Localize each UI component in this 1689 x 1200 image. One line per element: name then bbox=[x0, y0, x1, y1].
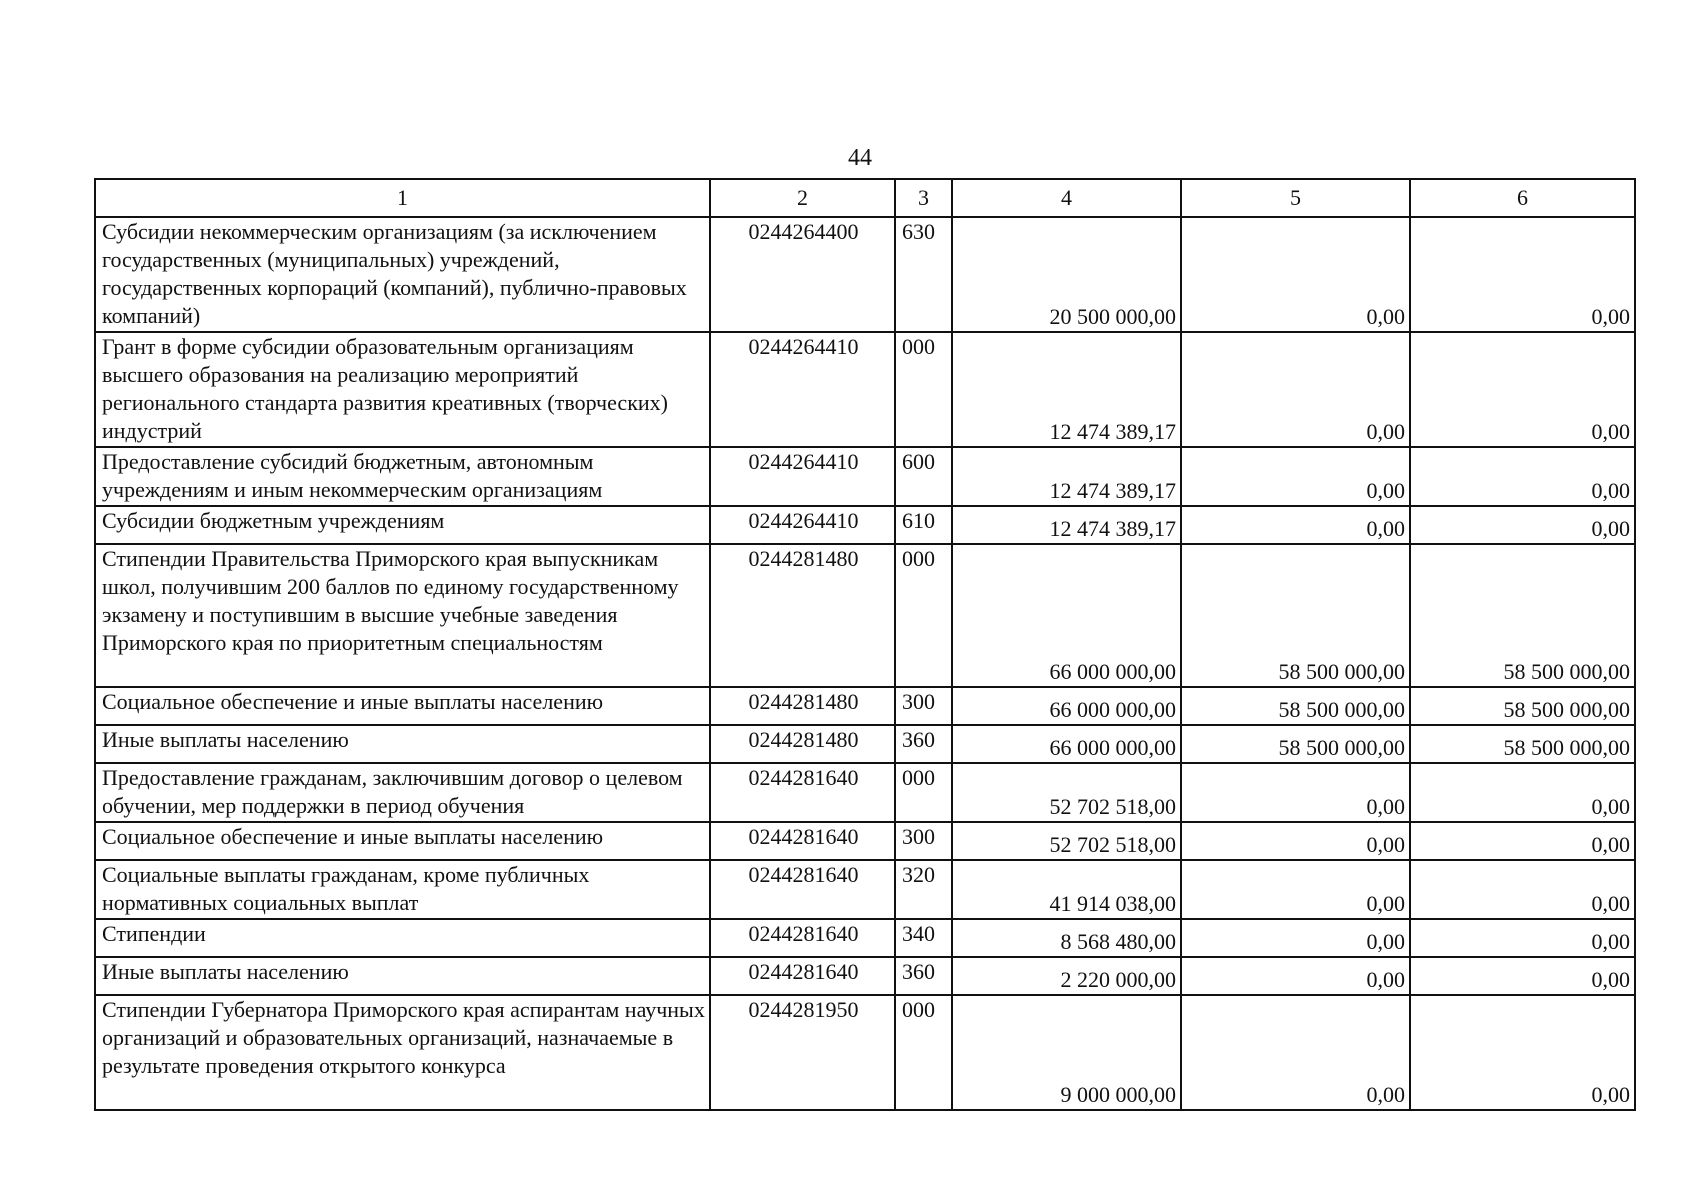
amount-col-5: 58 500 000,00 bbox=[1181, 544, 1410, 687]
amount-col-4: 2 220 000,00 bbox=[952, 957, 1181, 995]
target-article-code: 0244281640 bbox=[710, 957, 895, 995]
table-row bbox=[95, 763, 1635, 822]
target-article-code: 0244281640 bbox=[710, 860, 895, 919]
amount-col-5: 58 500 000,00 bbox=[1181, 687, 1410, 725]
column-header: 4 bbox=[952, 179, 1181, 217]
row-name: Грант в форме субсидии образовательным организациям высшего образования на реализацию мероприятий регионального стандарта развития креативных (творческих) индустрий bbox=[95, 332, 710, 447]
amount-col-6: 0,00 bbox=[1410, 447, 1635, 506]
expense-type-code: 000 bbox=[895, 544, 952, 687]
amount-col-5: 0,00 bbox=[1181, 995, 1410, 1110]
amount-col-5: 0,00 bbox=[1181, 957, 1410, 995]
table-row bbox=[95, 544, 1635, 687]
expense-type-code: 360 bbox=[895, 957, 952, 995]
amount-col-6: 0,00 bbox=[1410, 506, 1635, 544]
row-name: Стипендии bbox=[95, 919, 710, 957]
amount-col-4: 52 702 518,00 bbox=[952, 763, 1181, 822]
amount-col-6: 0,00 bbox=[1410, 763, 1635, 822]
amount-col-4: 12 474 389,17 bbox=[952, 506, 1181, 544]
amount-col-6: 58 500 000,00 bbox=[1410, 725, 1635, 763]
target-article-code: 0244264400 bbox=[710, 217, 895, 332]
column-header: 2 bbox=[710, 179, 895, 217]
target-article-code: 0244281640 bbox=[710, 822, 895, 860]
amount-col-4: 41 914 038,00 bbox=[952, 860, 1181, 919]
column-header: 3 bbox=[895, 179, 952, 217]
row-name: Стипендии Губернатора Приморского края аспирантам научных организаций и образовательных организаций, назначаемые в результате проведения открытого конкурса bbox=[95, 995, 710, 1110]
expense-type-code: 000 bbox=[895, 332, 952, 447]
amount-col-5: 0,00 bbox=[1181, 860, 1410, 919]
budget-table bbox=[94, 178, 1636, 1111]
target-article-code: 0244281480 bbox=[710, 687, 895, 725]
amount-col-6: 0,00 bbox=[1410, 860, 1635, 919]
target-article-code: 0244281640 bbox=[710, 763, 895, 822]
row-name: Иные выплаты населению bbox=[95, 725, 710, 763]
expense-type-code: 000 bbox=[895, 763, 952, 822]
expense-type-code: 300 bbox=[895, 822, 952, 860]
table-row bbox=[95, 506, 1635, 544]
amount-col-6: 0,00 bbox=[1410, 332, 1635, 447]
amount-col-4: 9 000 000,00 bbox=[952, 995, 1181, 1110]
amount-col-6: 58 500 000,00 bbox=[1410, 687, 1635, 725]
amount-col-6: 0,00 bbox=[1410, 957, 1635, 995]
target-article-code: 0244264410 bbox=[710, 332, 895, 447]
row-name: Предоставление гражданам, заключившим договор о целевом обучении, мер поддержки в период обучения bbox=[95, 763, 710, 822]
table-row bbox=[95, 860, 1635, 919]
amount-col-6: 0,00 bbox=[1410, 217, 1635, 332]
target-article-code: 0244264410 bbox=[710, 506, 895, 544]
table-row bbox=[95, 725, 1635, 763]
table-row bbox=[95, 995, 1635, 1110]
amount-col-6: 0,00 bbox=[1410, 995, 1635, 1110]
amount-col-5: 0,00 bbox=[1181, 919, 1410, 957]
amount-col-5: 0,00 bbox=[1181, 332, 1410, 447]
row-name: Иные выплаты населению bbox=[95, 957, 710, 995]
expense-type-code: 360 bbox=[895, 725, 952, 763]
expense-type-code: 000 bbox=[895, 995, 952, 1110]
table-row bbox=[95, 919, 1635, 957]
amount-col-5: 0,00 bbox=[1181, 506, 1410, 544]
target-article-code: 0244281950 bbox=[710, 995, 895, 1110]
expense-type-code: 610 bbox=[895, 506, 952, 544]
amount-col-4: 66 000 000,00 bbox=[952, 725, 1181, 763]
table-row bbox=[95, 822, 1635, 860]
amount-col-4: 52 702 518,00 bbox=[952, 822, 1181, 860]
target-article-code: 0244281480 bbox=[710, 544, 895, 687]
table-header-row bbox=[95, 179, 1635, 217]
expense-type-code: 300 bbox=[895, 687, 952, 725]
row-name: Субсидии бюджетным учреждениям bbox=[95, 506, 710, 544]
table-row bbox=[95, 217, 1635, 332]
table-row bbox=[95, 332, 1635, 447]
column-header: 1 bbox=[95, 179, 710, 217]
expense-type-code: 320 bbox=[895, 860, 952, 919]
amount-col-4: 66 000 000,00 bbox=[952, 544, 1181, 687]
expense-type-code: 340 bbox=[895, 919, 952, 957]
table-row bbox=[95, 957, 1635, 995]
column-header: 6 bbox=[1410, 179, 1635, 217]
amount-col-5: 0,00 bbox=[1181, 217, 1410, 332]
amount-col-4: 66 000 000,00 bbox=[952, 687, 1181, 725]
amount-col-6: 0,00 bbox=[1410, 919, 1635, 957]
row-name: Стипендии Правительства Приморского края выпускникам школ, получившим 200 баллов по единому государственному экзамену и поступившим в высшие учебные заведения Приморского края по приоритетным специальностям bbox=[95, 544, 710, 687]
amount-col-6: 58 500 000,00 bbox=[1410, 544, 1635, 687]
target-article-code: 0244281640 bbox=[710, 919, 895, 957]
target-article-code: 0244281480 bbox=[710, 725, 895, 763]
amount-col-4: 8 568 480,00 bbox=[952, 919, 1181, 957]
amount-col-4: 12 474 389,17 bbox=[952, 332, 1181, 447]
table-row bbox=[95, 447, 1635, 506]
amount-col-6: 0,00 bbox=[1410, 822, 1635, 860]
expense-type-code: 600 bbox=[895, 447, 952, 506]
page-number: 44 bbox=[848, 145, 872, 171]
table-row bbox=[95, 687, 1635, 725]
amount-col-4: 20 500 000,00 bbox=[952, 217, 1181, 332]
amount-col-5: 58 500 000,00 bbox=[1181, 725, 1410, 763]
row-name: Социальные выплаты гражданам, кроме публичных нормативных социальных выплат bbox=[95, 860, 710, 919]
row-name: Предоставление субсидий бюджетным, автономным учреждениям и иным некоммерческим организациям bbox=[95, 447, 710, 506]
amount-col-5: 0,00 bbox=[1181, 447, 1410, 506]
amount-col-4: 12 474 389,17 bbox=[952, 447, 1181, 506]
target-article-code: 0244264410 bbox=[710, 447, 895, 506]
row-name: Субсидии некоммерческим организациям (за исключением государственных (муниципальных) учреждений, государственных корпораций (компаний), публично-правовых компаний) bbox=[95, 217, 710, 332]
expense-type-code: 630 bbox=[895, 217, 952, 332]
amount-col-5: 0,00 bbox=[1181, 763, 1410, 822]
row-name: Социальное обеспечение и иные выплаты населению bbox=[95, 822, 710, 860]
column-header: 5 bbox=[1181, 179, 1410, 217]
amount-col-5: 0,00 bbox=[1181, 822, 1410, 860]
row-name: Социальное обеспечение и иные выплаты населению bbox=[95, 687, 710, 725]
